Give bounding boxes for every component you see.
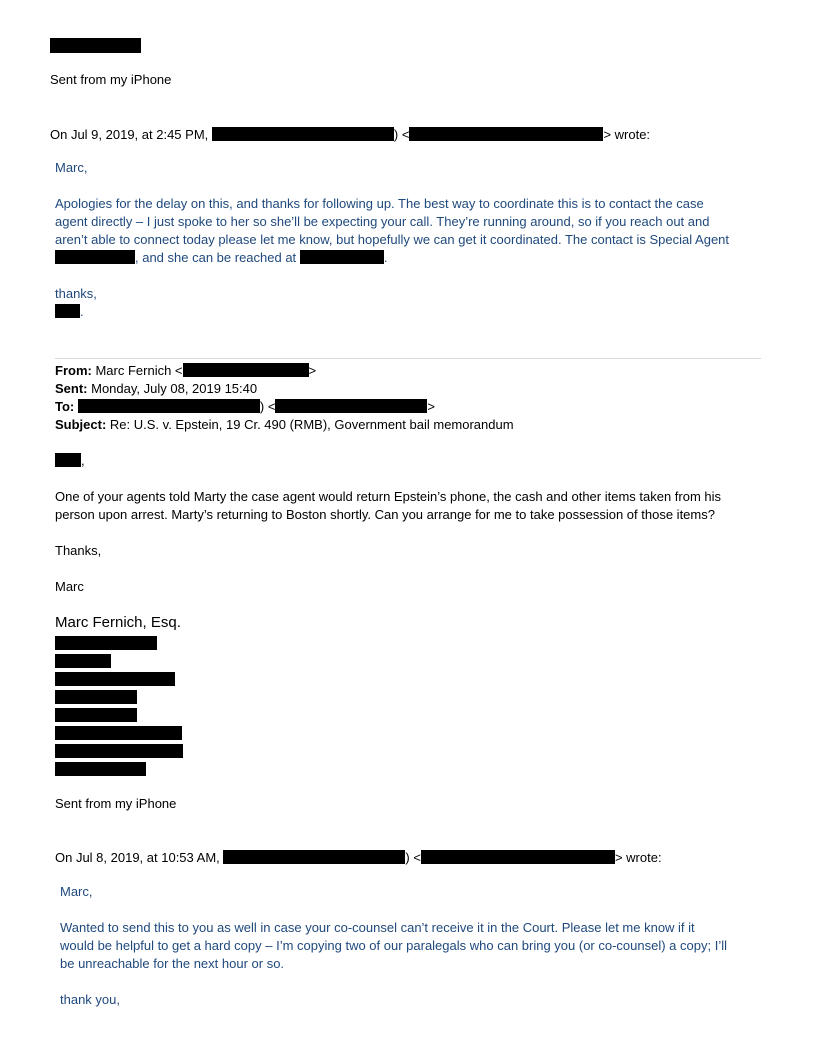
subject-label: Subject: — [55, 417, 107, 432]
reply-body-line: Wanted to send this to you as well in case your co-counsel can’t receive it in the Court. Please let me know if it — [60, 920, 695, 935]
from-value: Marc Fernich < — [95, 363, 183, 378]
redaction-bar — [55, 672, 175, 686]
to-paren: ) < — [259, 399, 276, 414]
reply-closing: thank you, — [60, 992, 120, 1007]
reply-signature — [55, 303, 84, 321]
redaction-bar — [55, 690, 137, 704]
from-label: From: — [55, 363, 92, 378]
redaction-bar — [55, 304, 80, 318]
redaction-bar — [55, 453, 81, 467]
redaction-bar — [275, 399, 427, 413]
header-subject — [55, 416, 514, 434]
redaction-bar — [183, 363, 309, 377]
reply-body-line: be unreachable for the next hour or so. — [60, 956, 285, 971]
greeting-comma: , — [81, 453, 85, 468]
to-end: > — [427, 399, 436, 414]
redaction-bar — [55, 726, 182, 740]
signature-name: Marc Fernich, Esq. — [55, 614, 181, 631]
reply-greeting: Marc, — [60, 884, 93, 899]
header-from — [55, 362, 316, 380]
message-body-line: person upon arrest. Marty’s returning to Boston shortly. Can you arrange for me to take possession of those items? — [55, 507, 715, 522]
reply-body-line: Apologies for the delay on this, and thanks for following up. The best way to coordinate this is to contact the case — [55, 196, 704, 211]
reply-body-line: agent directly – I just spoke to her so she’ll be expecting your call. They’re running around, so if you reach out and — [55, 214, 710, 229]
header-sent — [55, 380, 257, 398]
redaction-bar — [55, 250, 135, 264]
email-divider — [55, 358, 761, 359]
redaction-bar — [55, 636, 157, 650]
redaction-bar — [55, 708, 137, 722]
reply-body-line: would be helpful to get a hard copy – I’m copying two of our paralegals who can bring you (or co-counsel) a copy; I’ll — [60, 938, 727, 953]
attribution-paren: ) < — [405, 850, 421, 865]
reply-body-text: , and she can be reached at — [135, 250, 297, 265]
redaction-bar — [78, 399, 260, 413]
to-label: To: — [55, 399, 75, 414]
redaction-bar — [421, 850, 615, 864]
subject-value: Re: U.S. v. Epstein, 19 Cr. 490 (RMB), Government bail memorandum — [109, 417, 514, 432]
message-body-line: One of your agents told Marty the case agent would return Epstein’s phone, the cash and other items taken from his — [55, 489, 722, 504]
message-thanks: Thanks, — [55, 543, 102, 558]
attribution-date: On Jul 9, 2019, at 2:45 PM, — [50, 127, 209, 142]
sent-value: Monday, July 08, 2019 15:40 — [91, 381, 258, 396]
reply-closing: thanks, — [55, 286, 97, 301]
redaction-bar — [223, 850, 405, 864]
message-greeting — [55, 452, 85, 470]
attribution-wrote: > wrote: — [603, 127, 651, 142]
message-name: Marc — [55, 579, 84, 594]
redaction-bar — [409, 127, 603, 141]
reply-greeting: Marc, — [55, 160, 88, 175]
reply-body-text: . — [383, 250, 388, 265]
reply-body-line — [55, 249, 387, 267]
redaction-bar — [300, 250, 384, 264]
redaction-bar — [55, 654, 111, 668]
reply-attribution — [50, 126, 650, 144]
attribution-wrote: > wrote: — [614, 850, 662, 865]
reply-body-line: aren’t able to connect today please let me know, but hopefully we can get it coordinated. The contact is Special Agent — [55, 232, 730, 247]
redaction-bar — [50, 38, 141, 53]
from-end: > — [308, 363, 317, 378]
reply-attribution — [55, 849, 662, 867]
sent-label: Sent: — [55, 381, 88, 396]
attribution-date: On Jul 8, 2019, at 10:53 AM, — [55, 850, 220, 865]
sent-from-iphone: Sent from my iPhone — [50, 72, 172, 87]
sent-from-iphone: Sent from my iPhone — [55, 796, 177, 811]
redaction-bar — [55, 762, 146, 776]
signature-period: . — [80, 304, 84, 319]
attribution-paren: ) < — [393, 127, 410, 142]
header-to — [55, 398, 435, 416]
redaction-bar — [55, 744, 183, 758]
redaction-bar — [212, 127, 394, 141]
